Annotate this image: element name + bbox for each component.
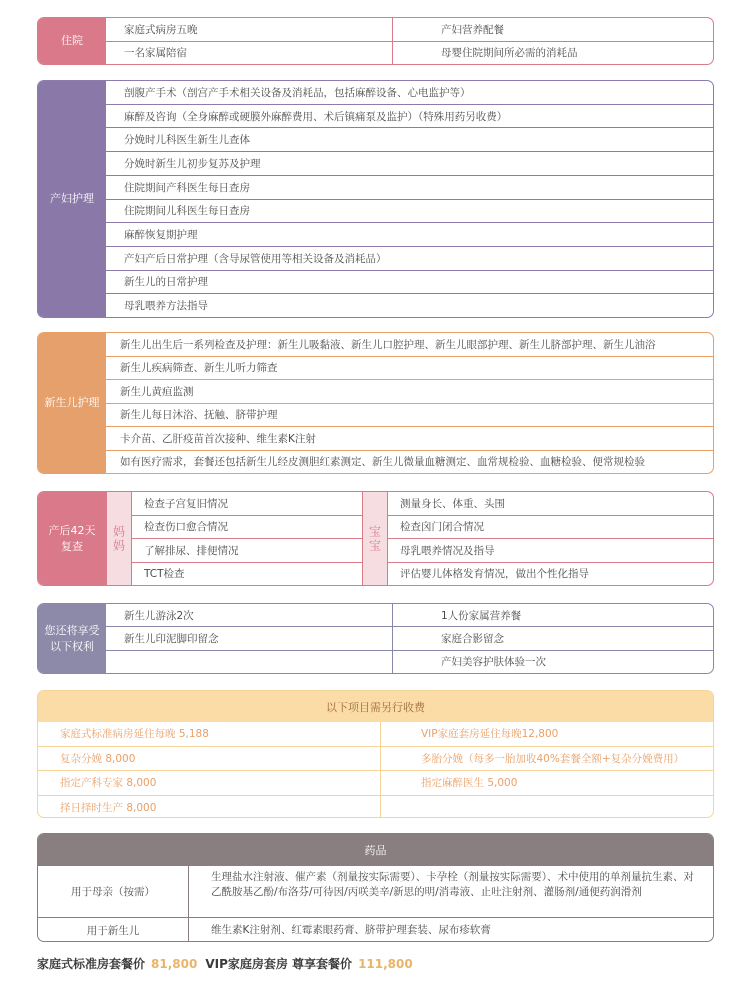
table-cell: 家庭式病房五晚: [106, 18, 393, 41]
table-cell: 新生儿游泳2次: [106, 604, 393, 626]
medicine-target: 用于新生儿: [38, 918, 189, 942]
table-row: [106, 18, 713, 41]
table-cell: 一名家属陪宿: [106, 42, 393, 65]
list-item: 住院期间产科医生每日查房: [106, 175, 713, 199]
list-item: 新生儿出生后一系列检查及护理：新生儿吸黏液、新生儿口腔护理、新生儿眼部护理、新生儿脐部护理、新生儿油浴: [120, 338, 656, 351]
table-cell: 家庭合影留念: [441, 632, 504, 645]
list-item: 住院期间儿科医生每日查房: [106, 199, 713, 223]
table-cell: VIP家庭套房延住每晚12,800: [421, 728, 559, 741]
table-cell: 指定产科专家 8,000: [38, 771, 381, 795]
vip-package-price: 111,800: [358, 957, 413, 971]
baby-item: 测量身长、体重、头围: [400, 497, 505, 510]
baby-item: 评估婴儿体格发育情况，做出个性化指导: [388, 562, 713, 586]
table-row: [38, 865, 713, 917]
vip-package-label: VIP家庭房套房 尊享套餐价: [205, 957, 353, 971]
extra-charges-title: 以下项目需另行收费: [38, 691, 713, 722]
standard-package-label: 家庭式标准房套餐价: [37, 957, 146, 971]
checkup-label: [38, 492, 106, 585]
maternal-care-section: [37, 80, 714, 318]
table-row: [38, 722, 713, 746]
hospital-label: 住院: [38, 18, 106, 64]
medicine-list: 生理盐水注射液、催产素（剂量按实际需要）、卡孕栓（剂量按实际需要）、术中使用的单剂量抗生素、对乙酰胺基乙酚/布洛芬/可待因/丙咲美辛/新思的明/消毒液、止吐注射剂、灌肠剂/通便药润滑剂: [211, 871, 694, 899]
standard-package-price: 81,800: [151, 957, 198, 971]
baby-item: 检查囟门闭合情况: [388, 515, 713, 539]
medicine-title: 药品: [38, 834, 713, 865]
mother-item: TCT检查: [132, 562, 362, 586]
mother-item: 了解排尿、排便情况: [132, 538, 362, 562]
hospital-section: [37, 17, 714, 65]
newborn-care-label: 新生儿护理: [38, 333, 106, 473]
table-cell: 家庭式标准病房延住每晚 5,188: [38, 722, 381, 746]
medicine-section: [37, 833, 714, 942]
benefits-label-line1: 您还将享受: [44, 623, 100, 637]
list-item: 新生儿的日常护理: [106, 270, 713, 294]
table-cell: 产妇美容护肤体验一次: [441, 656, 546, 669]
list-item: 麻醉及咨询（全身麻醉或硬膜外麻醉费用、术后镇痛泵及监护）（特殊用药另收费）: [106, 104, 713, 128]
list-item: 分娩时新生儿初步复苏及护理: [106, 151, 713, 175]
table-cell: 择日择时生产 8,000: [38, 796, 381, 819]
table-cell: 指定麻醉医生 5,000: [421, 777, 518, 790]
table-cell: 复杂分娩 8,000: [38, 747, 381, 771]
list-item: 新生儿黄疸监测: [106, 379, 713, 403]
table-row: [106, 604, 713, 626]
table-cell: 新生儿印泥脚印留念: [106, 627, 393, 649]
mother-sublabel: 妈妈: [106, 492, 132, 585]
package-price-footer: [37, 955, 421, 972]
list-item: 卡介苗、乙肝疫苗首次接种、维生素K注射: [106, 426, 713, 450]
table-row: [38, 917, 713, 942]
list-item: 麻醉恢复期护理: [106, 222, 713, 246]
baby-item: 母乳喂养情况及指导: [388, 538, 713, 562]
extra-charges-section: [37, 690, 714, 818]
benefits-label: [38, 604, 106, 673]
medicine-target: 用于母亲（按需）: [38, 866, 189, 917]
list-item: 母乳喂养方法指导: [106, 293, 713, 317]
benefits-section: [37, 603, 714, 674]
table-row: [106, 650, 713, 673]
table-cell: 1人份家属营养餐: [441, 609, 522, 622]
postpartum-checkup-section: [37, 491, 714, 586]
table-row: [38, 746, 713, 771]
list-item: 分娩时儿科医生新生儿查体: [106, 127, 713, 151]
newborn-care-section: [37, 332, 714, 474]
table-cell: [381, 796, 713, 819]
table-cell: 母婴住院期间所必需的消耗品: [441, 47, 578, 60]
medicine-list: 维生素K注射剂、红霉素眼药膏、脐带护理套装、尿布疹软膏: [211, 923, 491, 936]
list-item: 产妇产后日常护理（含导尿管使用等相关设备及消耗品）: [106, 246, 713, 270]
table-row: [106, 626, 713, 649]
list-item: 新生儿疾病筛查、新生儿听力筛查: [106, 356, 713, 380]
table-row: [106, 41, 713, 65]
mother-item: 检查子宫复旧情况: [144, 497, 228, 510]
table-cell: [106, 651, 393, 673]
benefits-label-line2: 以下权利: [50, 639, 94, 653]
mother-item: 检查伤口愈合情况: [132, 515, 362, 539]
checkup-label-line1: 产后42天: [48, 523, 96, 537]
table-cell: 多胎分娩（每多一胎加收40%套餐全额+复杂分娩费用）: [421, 752, 685, 765]
checkup-label-line2: 复查: [61, 539, 83, 553]
table-cell: 产妇营养配餐: [441, 23, 504, 36]
table-row: [38, 795, 713, 819]
maternal-care-label: 产妇护理: [38, 81, 106, 317]
list-item: 剖腹产手术（剖宫产手术相关设备及消耗品，包括麻醉设备、心电监护等）: [124, 86, 471, 99]
list-item: 如有医疗需求，套餐还包括新生儿经皮测胆红素测定、新生儿微量血糖测定、血常规检验、血糖检验、便常规检验: [106, 450, 713, 474]
baby-sublabel: 宝宝: [362, 492, 388, 585]
table-row: [38, 770, 713, 795]
list-item: 新生儿每日沐浴、抚触、脐带护理: [106, 403, 713, 427]
